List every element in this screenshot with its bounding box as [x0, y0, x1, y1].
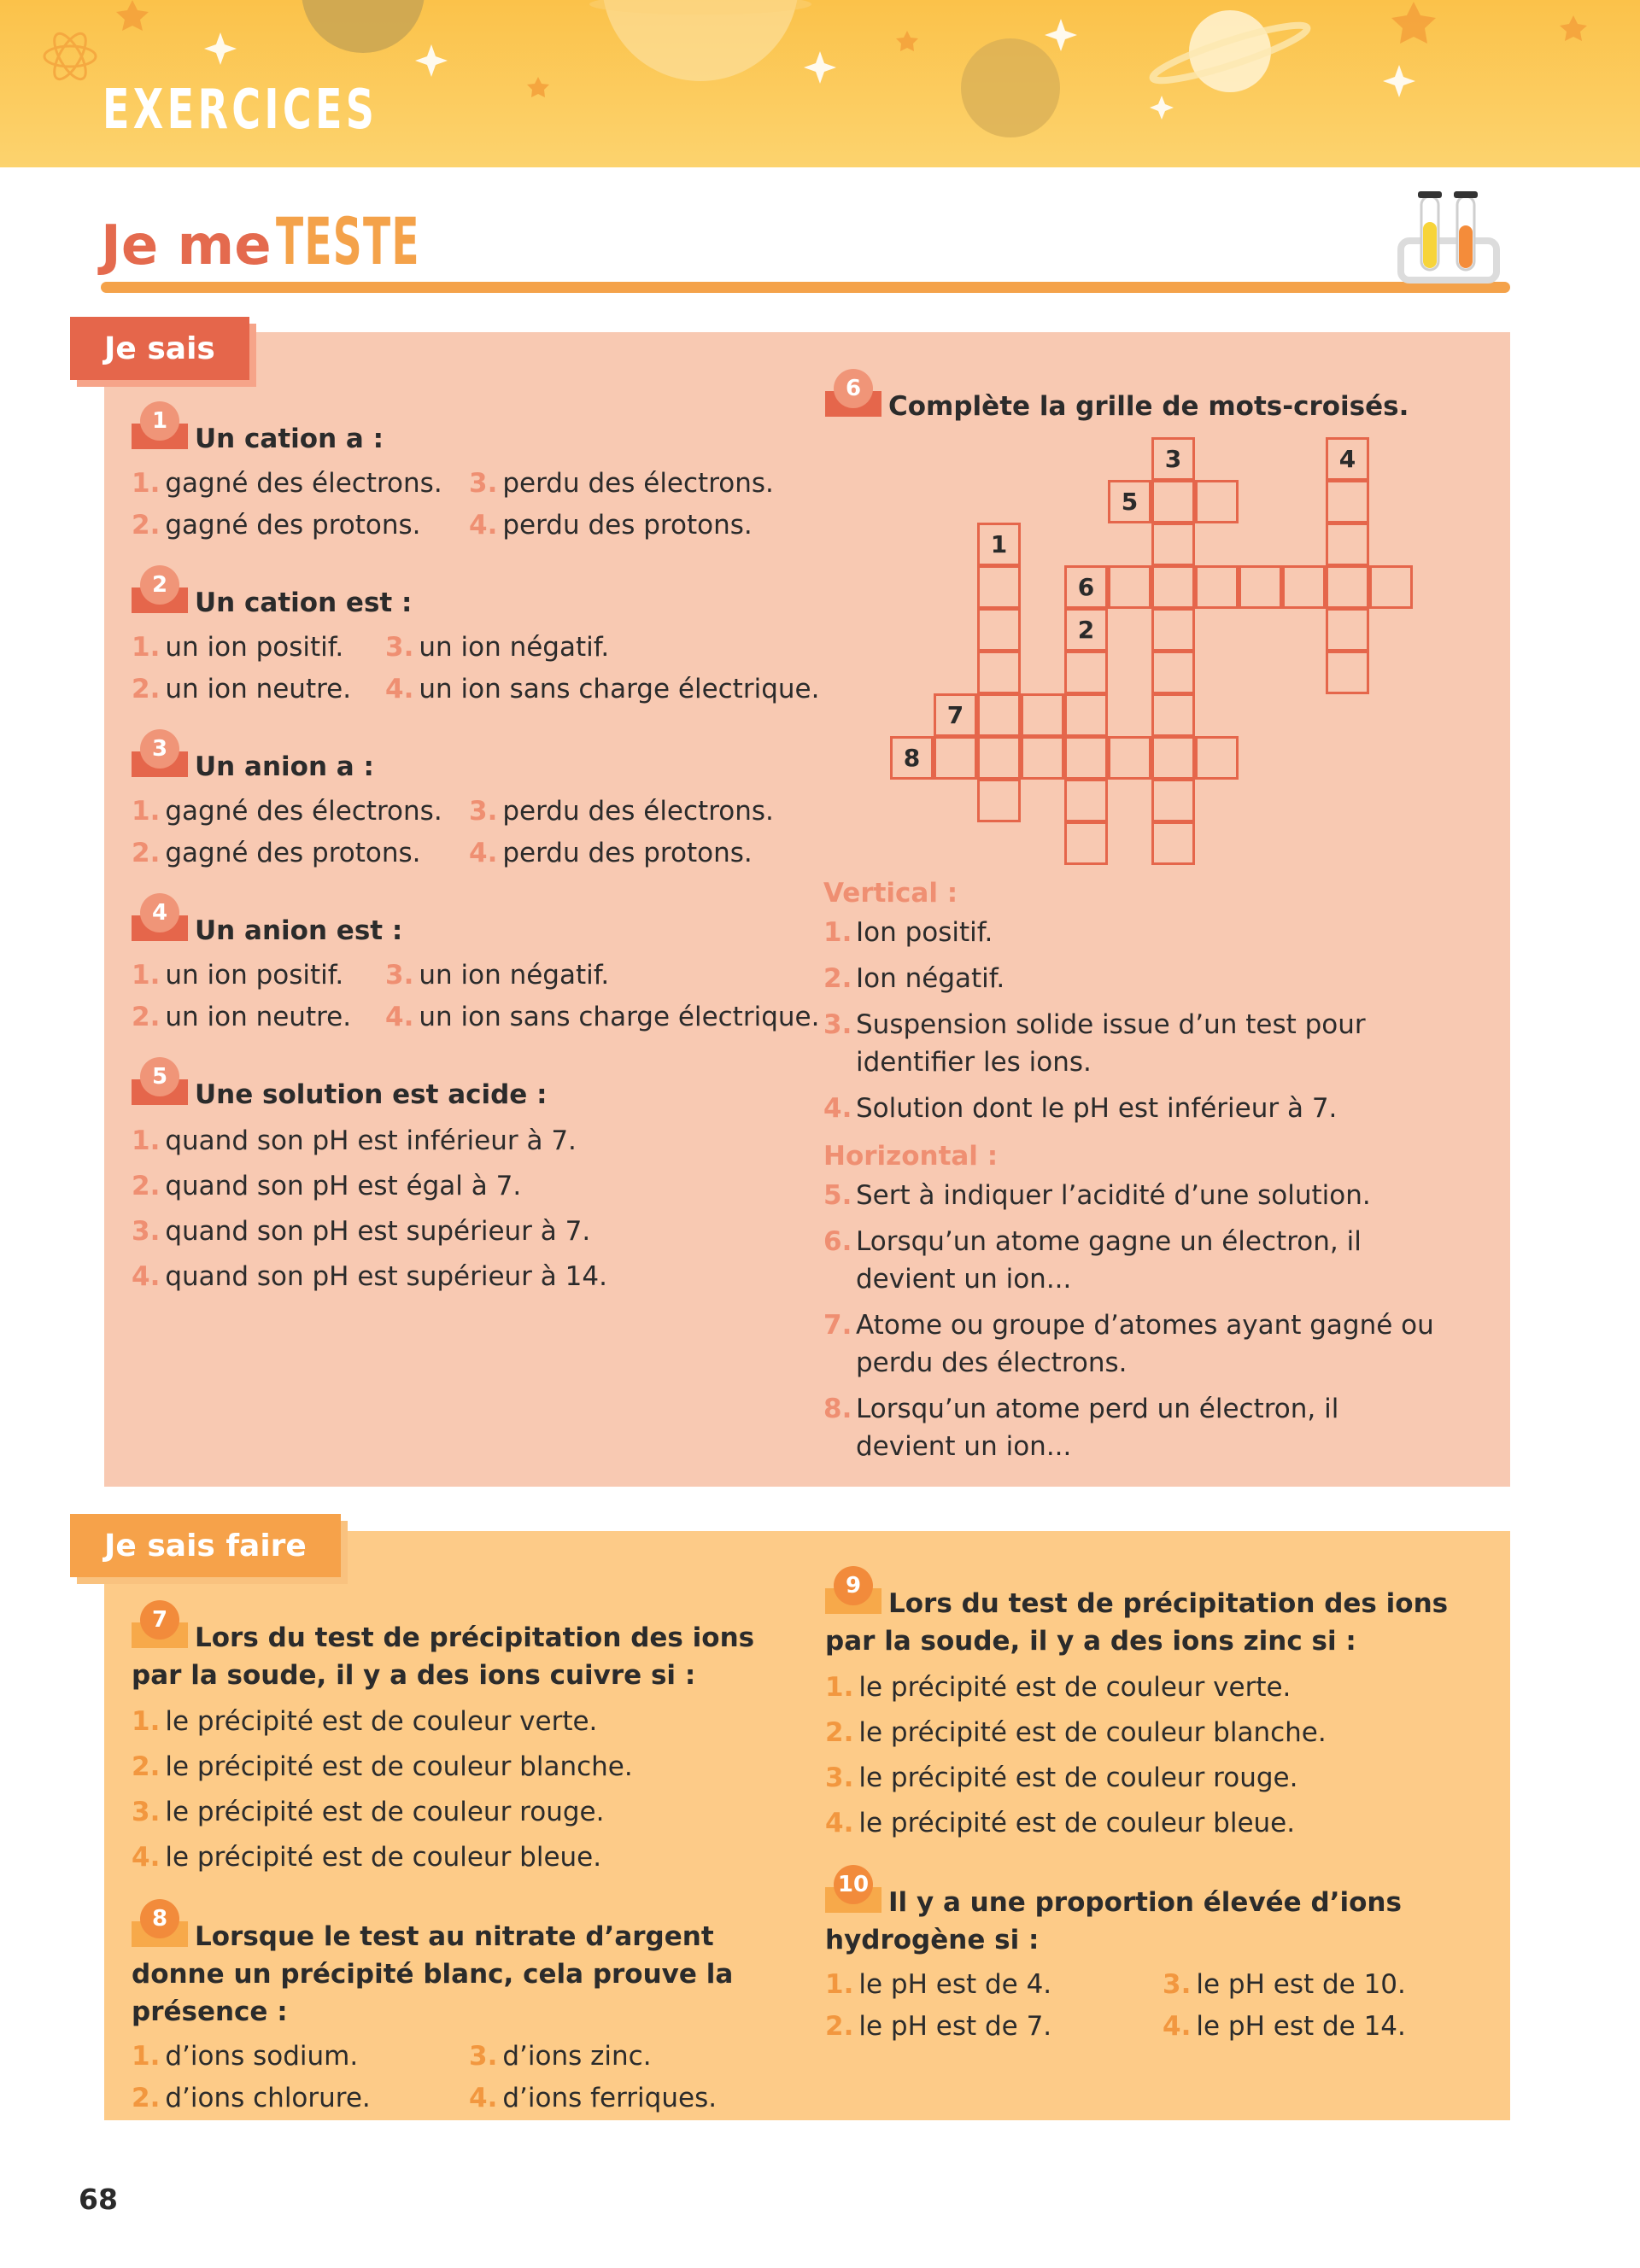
options [825, 1665, 1474, 1846]
crossword-cell[interactable] [977, 565, 1021, 609]
option: 1. le précipité est de couleur verte. [132, 1706, 598, 1737]
je-sais-faire-tab: Je sais faire [70, 1514, 341, 1577]
question-badge: 1 [132, 401, 188, 451]
option: 4. un ion sans charge électrique. [385, 1002, 820, 1032]
horizontal-label: Horizontal : [823, 1141, 999, 1172]
option: 2. un ion neutre. [132, 674, 352, 704]
crossword-cell[interactable] [1151, 821, 1195, 865]
question-text: Une solution est acide : [195, 1079, 548, 1110]
option: 2. le précipité est de couleur blanche. [825, 1717, 1327, 1748]
crossword-cell[interactable] [1064, 651, 1108, 694]
crossword-cell-numbered[interactable]: 3 [1151, 437, 1195, 481]
crossword-cell-numbered[interactable]: 4 [1326, 437, 1369, 481]
crossword-cell[interactable] [1151, 480, 1195, 523]
clue-vertical-3: 3. Suspension solide issue d’un test pour identifier les ions. [823, 1009, 1366, 1078]
je-sais-faire-right-column [825, 1573, 1474, 2085]
option: 4. d’ions ferriques. [469, 2083, 718, 2113]
option: 2. quand son pH est égal à 7. [132, 1171, 522, 1201]
crossword-cell[interactable] [1021, 736, 1064, 780]
crossword-cell[interactable] [1282, 565, 1326, 609]
question-2 [132, 572, 820, 710]
option: 2. le pH est de 7. [825, 2011, 1052, 2042]
crossword-cell[interactable] [1326, 523, 1369, 566]
question-6 [825, 376, 1474, 425]
question-badge: 4 [132, 893, 188, 943]
options [132, 1699, 781, 1880]
question-text: Un anion est : [195, 915, 403, 946]
question-badge: 8 [132, 1899, 188, 1949]
option: 4. quand son pH est supérieur à 14. [132, 1261, 607, 1292]
je-sais-tab: Je sais [70, 317, 249, 380]
option: 1. gagné des électrons. [132, 796, 442, 827]
banner-title: EXERCICES [102, 79, 378, 142]
question-badge: 2 [132, 565, 188, 615]
clue-horizontal-5: 5. Sert à indiquer l’acidité d’une solution. [823, 1180, 1371, 1211]
question-8 [132, 1906, 781, 2119]
title-underline [101, 282, 1510, 293]
crossword-cell[interactable] [977, 651, 1021, 694]
option: 1. gagné des électrons. [132, 468, 442, 499]
options [132, 627, 820, 710]
option: 3. le pH est de 10. [1163, 1969, 1406, 2000]
crossword-cell[interactable] [1151, 736, 1195, 780]
option: 3. le précipité est de couleur rouge. [132, 1797, 605, 1827]
option: 3. d’ions zinc. [469, 2041, 652, 2072]
crossword-cell[interactable] [977, 693, 1021, 737]
question-text: Il y a une proportion élevée d’ions hydrogène si : [825, 1887, 1402, 1955]
option: 1. un ion positif. [132, 632, 344, 663]
question-text: Un cation est : [195, 587, 413, 618]
option: 4. le pH est de 14. [1163, 2011, 1406, 2042]
option: 4. le précipité est de couleur bleue. [825, 1808, 1296, 1838]
option: 3. perdu des électrons. [469, 796, 774, 827]
je-sais-left-column [132, 408, 820, 1337]
clue-horizontal-6: 6. Lorsqu’un atome gagne un électron, il devient un ion... [823, 1226, 1362, 1295]
question-badge: 10 [825, 1865, 882, 1914]
crossword-cell[interactable] [1195, 480, 1239, 523]
crossword-cell[interactable] [977, 608, 1021, 652]
option: 2. d’ions chlorure. [132, 2083, 371, 2113]
option: 2. gagné des protons. [132, 838, 421, 868]
page-title [101, 203, 508, 289]
clue-vertical-2: 2. Ion négatif. [823, 963, 1005, 994]
page-number: 68 [79, 2183, 118, 2216]
option: 3. le précipité est de couleur rouge. [825, 1762, 1298, 1793]
question-badge: 3 [132, 729, 188, 779]
question-5 [132, 1064, 798, 1300]
title-part1: Je me [101, 214, 272, 278]
je-sais-faire-left-column [132, 1607, 781, 2157]
crossword-cell[interactable] [1064, 779, 1108, 822]
crossword-cell-numbered[interactable]: 2 [1064, 608, 1108, 652]
option: 1. le pH est de 4. [825, 1969, 1052, 2000]
atom-icon [44, 29, 96, 84]
crossword-cell[interactable] [977, 779, 1021, 822]
option: 3. perdu des électrons. [469, 468, 774, 499]
crossword-cell[interactable] [1064, 736, 1108, 780]
crossword-cell[interactable] [1239, 565, 1282, 609]
option: 1. quand son pH est inférieur à 7. [132, 1125, 577, 1156]
crossword-cell[interactable] [977, 736, 1021, 780]
option: 4. perdu des protons. [469, 838, 753, 868]
option: 1. le précipité est de couleur verte. [825, 1672, 1292, 1703]
question-7 [132, 1607, 781, 1880]
crossword-cell[interactable] [1151, 693, 1195, 737]
crossword-cell[interactable] [1151, 651, 1195, 694]
options [825, 1964, 1474, 2048]
option: 1. un ion positif. [132, 960, 344, 991]
options [132, 1119, 798, 1300]
option: 1. d’ions sodium. [132, 2041, 359, 2072]
question-text: Un anion a : [195, 751, 374, 782]
crossword-cell[interactable] [1021, 693, 1064, 737]
question-badge: 7 [132, 1600, 188, 1650]
question-10 [825, 1872, 1474, 2048]
crossword-cell[interactable] [1151, 523, 1195, 566]
crossword-cell-numbered[interactable]: 7 [934, 693, 977, 737]
option: 4. perdu des protons. [469, 510, 753, 541]
crossword-cell[interactable] [1195, 736, 1239, 780]
question-9 [825, 1573, 1474, 1846]
option: 3. un ion négatif. [385, 960, 610, 991]
clue-horizontal-8: 8. Lorsqu’un atome perd un électron, il devient un ion... [823, 1394, 1339, 1462]
question-3 [132, 736, 798, 874]
options [132, 2036, 781, 2119]
clue-horizontal-7: 7. Atome ou groupe d’atomes ayant gagné ou perdu des électrons. [823, 1310, 1434, 1378]
title-part2: TESTE [275, 203, 420, 279]
options [132, 791, 798, 874]
vertical-label: Vertical : [823, 878, 958, 909]
crossword-cell[interactable] [1195, 565, 1239, 609]
crossword-cell[interactable] [1151, 779, 1195, 822]
crossword-cell[interactable] [1151, 565, 1195, 609]
question-4 [132, 900, 820, 1038]
option: 4. un ion sans charge électrique. [385, 674, 820, 704]
clue-vertical-1: 1. Ion positif. [823, 917, 993, 948]
crossword-cell-numbered[interactable]: 8 [890, 736, 934, 780]
crossword-cell[interactable] [1064, 821, 1108, 865]
header-banner [0, 0, 1640, 167]
clue-vertical-4: 4. Solution dont le pH est inférieur à 7. [823, 1093, 1338, 1124]
question-1 [132, 408, 798, 547]
crossword-cell[interactable] [1326, 608, 1369, 652]
question-badge: 5 [132, 1057, 188, 1107]
crossword-cell[interactable] [1326, 480, 1369, 523]
crossword-cell[interactable] [1108, 565, 1151, 609]
crossword-cell[interactable] [1326, 565, 1369, 609]
question-text: Complète la grille de mots-croisés. [888, 391, 1409, 422]
crossword-cell-numbered[interactable]: 6 [1064, 565, 1108, 609]
crossword-cell-numbered[interactable]: 5 [1108, 480, 1151, 523]
option: 2. le précipité est de couleur blanche. [132, 1751, 633, 1782]
option: 2. un ion neutre. [132, 1002, 352, 1032]
crossword-cell[interactable] [1108, 736, 1151, 780]
crossword-clues [823, 873, 1490, 1474]
question-text: Lorsque le test au nitrate d’argent donne un précipité blanc, cela prouve la présence : [132, 1921, 734, 2027]
question-text: Lors du test de précipitation des ions par la soude, il y a des ions cuivre si : [132, 1622, 755, 1691]
option: 3. quand son pH est supérieur à 7. [132, 1216, 591, 1247]
question-text: Lors du test de précipitation des ions par la soude, il y a des ions zinc si : [825, 1588, 1449, 1657]
crossword-cell[interactable] [1064, 693, 1108, 737]
crossword-grid [890, 437, 1420, 868]
options [132, 463, 798, 547]
crossword-cell[interactable] [1151, 608, 1195, 652]
crossword-cell[interactable] [1326, 651, 1369, 694]
test-tubes-icon [1397, 188, 1500, 290]
crossword-cell[interactable] [934, 736, 977, 780]
crossword-cell[interactable] [1369, 565, 1413, 609]
crossword-cell-numbered[interactable]: 1 [977, 523, 1021, 566]
option: 3. un ion négatif. [385, 632, 610, 663]
option: 4. le précipité est de couleur bleue. [132, 1842, 602, 1873]
question-text: Un cation a : [195, 424, 384, 454]
question-badge: 9 [825, 1566, 882, 1616]
option: 2. gagné des protons. [132, 510, 421, 541]
question-badge: 6 [825, 369, 882, 418]
options [132, 955, 820, 1038]
